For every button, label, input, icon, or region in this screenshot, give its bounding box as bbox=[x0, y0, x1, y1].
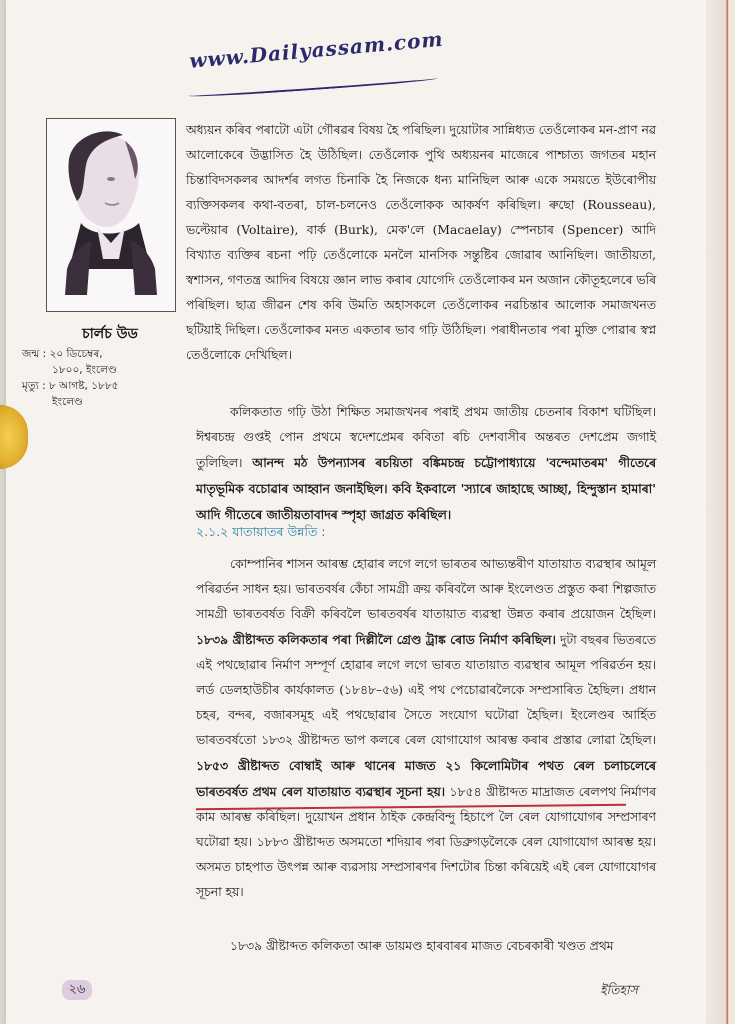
death-value: ৮ আগষ্ট, ১৮৮৫ bbox=[48, 380, 119, 392]
adjacent-page-edge bbox=[706, 0, 735, 1024]
birth-info bbox=[22, 346, 103, 362]
paragraph-3-bold-b: ১৮৫৩ খ্ৰীষ্টাব্দত বোম্বাই আৰু থানেৰ মাজত ২১ কিলোমিটাৰ পথত ৰেল চলাচলেৰে ভাৰতবৰ্ষত প্ৰথম ৰেল যাতায়াত ব্যৱস্থাৰ সূচনা হয়। bbox=[196, 758, 656, 799]
paragraph-1: অধ্যয়ন কৰিব পৰাটো এটা গৌৰৱৰ বিষয় হৈ পৰিছিল। দুয়োটাৰ সান্নিধ্যত তেওঁলোকৰ মন-প্ৰাণ নৱ আলোকেৰে উদ্ভাসিত হৈ উঠিছিল। তেওঁলোক পুথি অধ্যয়নৰ মাজেৰে পাশ্চাত্য জগতৰ মহান চিন্তাবিদসকলৰ আদৰ্শৰ লগত চিনাকি হৈ নিজকে ধন্য মানিছিল আৰু একে সময়তে ইউৰোপীয় ব্যক্তিসকলৰ কথা-বতৰা, চাল-চলনেও তেওঁলোকক আকৰ্ষণ কৰিছিল। ৰুছো (Rousseau), ভল্টেয়াৰ (Voltaire), বাৰ্ক (Burk), মেক'লে (Macaelay) স্পেনচাৰ (Spencer) আদি বিখ্যাত ব্যক্তিৰ ৰচনা পঢ়ি তেওঁলোকে মনলৈ মানসিক সন্তুষ্টিৰ জোৱাৰ আনিছিল। জাতীয়তা, স্বশাসন, গণতন্ত্ৰ আদিৰ বিষয়ে জ্ঞান লাভ কৰাৰ যোগেদি তেওঁলোকৰ মন অজান কৌতূহলেৰে ভৰি পৰিছিল। ছাত্ৰ জীৱন শেষ কৰি উমতি অহাসকলে তেওঁলোকৰ নৱচিন্তাৰ আলোক সমাজখনত ছটিয়াই দিছিল। তেওঁলোকৰ মনত একতাৰ ভাব গঢ়ি উঠিছিল। পৰাধীনতাৰ পৰা মুক্তি পোৱাৰ স্বপ্ন তেওঁলোকে দেখিছিল। bbox=[186, 123, 656, 362]
portrait-image bbox=[46, 118, 176, 312]
portrait-caption-name: চাৰ্লচ উড bbox=[82, 326, 138, 342]
paragraph-2-bold: আনন্দ মঠ উপন্যাসৰ ৰচয়িতা বঙ্কিমচন্দ্ৰ চট্টোপাধ্যায়ে 'বন্দেমাতৰম' গীতেৰে মাতৃভূমিক বচোৱাৰ আহ্বান জনাইছিল। কবি ইকবালে 'স্যাৰে জাহাছে আচ্ছা, হিন্দুস্তান হামাৰা' আদি গীতেৰে জাতীয়তাবাদৰ স্পৃহা জাগ্ৰত কৰিছিল। bbox=[196, 455, 656, 522]
paragraph-3 bbox=[196, 552, 656, 905]
page-number: ২৬ bbox=[62, 980, 92, 1000]
birth-value: ২০ ডিচেম্বৰ, bbox=[49, 348, 103, 360]
paragraph-3-text-a: কোম্পানিৰ শাসন আৰম্ভ হোৱাৰ লগে লগে ভাৰতৰ আভ্যন্তৰীণ যাতায়াত ব্যৱস্থাৰ আমূল পৰিৱৰ্তন সাধন হয়। ভাৰতবৰ্ষৰ কেঁচা সামগ্ৰী ক্ৰয় কৰিবলৈ আৰু ইংলেণ্ডত প্ৰস্তুত কৰা শিল্পজাত সামগ্ৰী ভাৰতবৰ্ষত বিক্ৰী কৰিবলৈ ভাৰতবৰ্ষৰ যাতায়াত ব্যৱস্থা উন্নত কৰাৰ প্ৰয়োজন হৈছিল। bbox=[196, 557, 656, 621]
paragraph-2-text: কলিকতাত গঢ়ি উঠা শিক্ষিত সমাজখনৰ পৰাই প্ৰথম জাতীয় চেতনাৰ বিকাশ ঘটিছিল। ঈশ্বৰচন্দ্ৰ গুপ্তই পোন প্ৰথমে স্বদেশপ্ৰেমৰ কবিতা ৰচি দেশবাসীৰ অন্তৰত দেশপ্ৰেম জগাই তুলিছিল। bbox=[196, 405, 656, 470]
section-title: ২.১.২ যাতায়াতৰ উন্নতি : bbox=[196, 524, 326, 539]
birth-label: জন্ম : bbox=[22, 348, 47, 360]
paragraph-3-text-b: দুটা বছৰৰ ভিতৰতে এই পথছোৱাৰ নিৰ্মাণ সম্পূৰ্ণ হোৱাৰ লগে লগে ভাৰত যাতায়াত ব্যৱস্থাৰ আমূল পৰিৱৰ্তন হয়। লৰ্ড ডেলহাউচীৰ কাৰ্যকালত (১৮৪৮–৫৬) এই পথ পেচোৱাৰলৈকে সম্প্ৰসাৰিত হৈছিল। প্ৰধান চহৰ, বন্দৰ, বজাৰসমূহ এই পথছোৱাৰ সৈতে সংযোগ ঘটোৱা হৈছিল। ইংলেণ্ডৰ আৰ্হিত ভাৰতবৰ্ষতো ১৮৩২ খ্ৰীষ্টাব্দত ভাপ কলৰে ৰেল যোগাযোগ আৰম্ভ কৰাৰ প্ৰস্তাৱ লোৱা হৈছিল। bbox=[196, 633, 656, 747]
death-info-2: ইংলেণ্ড bbox=[52, 396, 83, 408]
paragraph-3-bold-a: ১৮৩৯ খ্ৰীষ্টাব্দত কলিকতাৰ পৰা দিল্লীলৈ গ্ৰেণ্ড ট্ৰাঙ্ক ৰোড নিৰ্মাণ কৰিছিল। bbox=[196, 632, 556, 647]
death-label: মৃত্যু : bbox=[22, 380, 46, 392]
paragraph-4: ১৮৩৯ খ্ৰীষ্টাব্দত কলিকতা আৰু ডায়মণ্ড হাৰবাৰৰ মাজত বেচৰকাৰী খণ্ডত প্ৰথম bbox=[230, 939, 614, 953]
portrait-icon bbox=[47, 119, 175, 311]
paragraph-3-text-c: ১৮৫৪ খ্ৰীষ্টাব্দত মাদ্ৰাজত ৰেলপথ নিৰ্মাণৰ কাম আৰম্ভ কৰিছিল। দুয়োখন প্ৰধান ঠাইক কেন্দ্ৰবিন্দু হিচাপে লৈ ৰেল যোগাযোগৰ সম্প্ৰসাৰণ ঘটোৱা হয়। ১৮৮৩ খ্ৰীষ্টাব্দত অসমতো শদিয়াৰ পৰা ডিব্ৰুগড়লৈকে ৰেল যোগাযোগ আৰম্ভ হয়। অসমত চাহপাত উৎপন্ন আৰু ব্যৱসায় সম্প্ৰসাৰণৰ দিশটোৰ চিন্তা কৰিয়েই এই ৰেল যোগাযোগৰ সূচনা হয়। bbox=[196, 785, 656, 899]
footer-label: ইতিহাস bbox=[600, 982, 638, 997]
watermark-text: www.Dailyassam.com bbox=[188, 26, 445, 73]
paragraph-2 bbox=[196, 400, 656, 528]
birth-info-2: ১৮০০, ইংলেণ্ড bbox=[52, 364, 117, 376]
death-info bbox=[22, 378, 119, 394]
